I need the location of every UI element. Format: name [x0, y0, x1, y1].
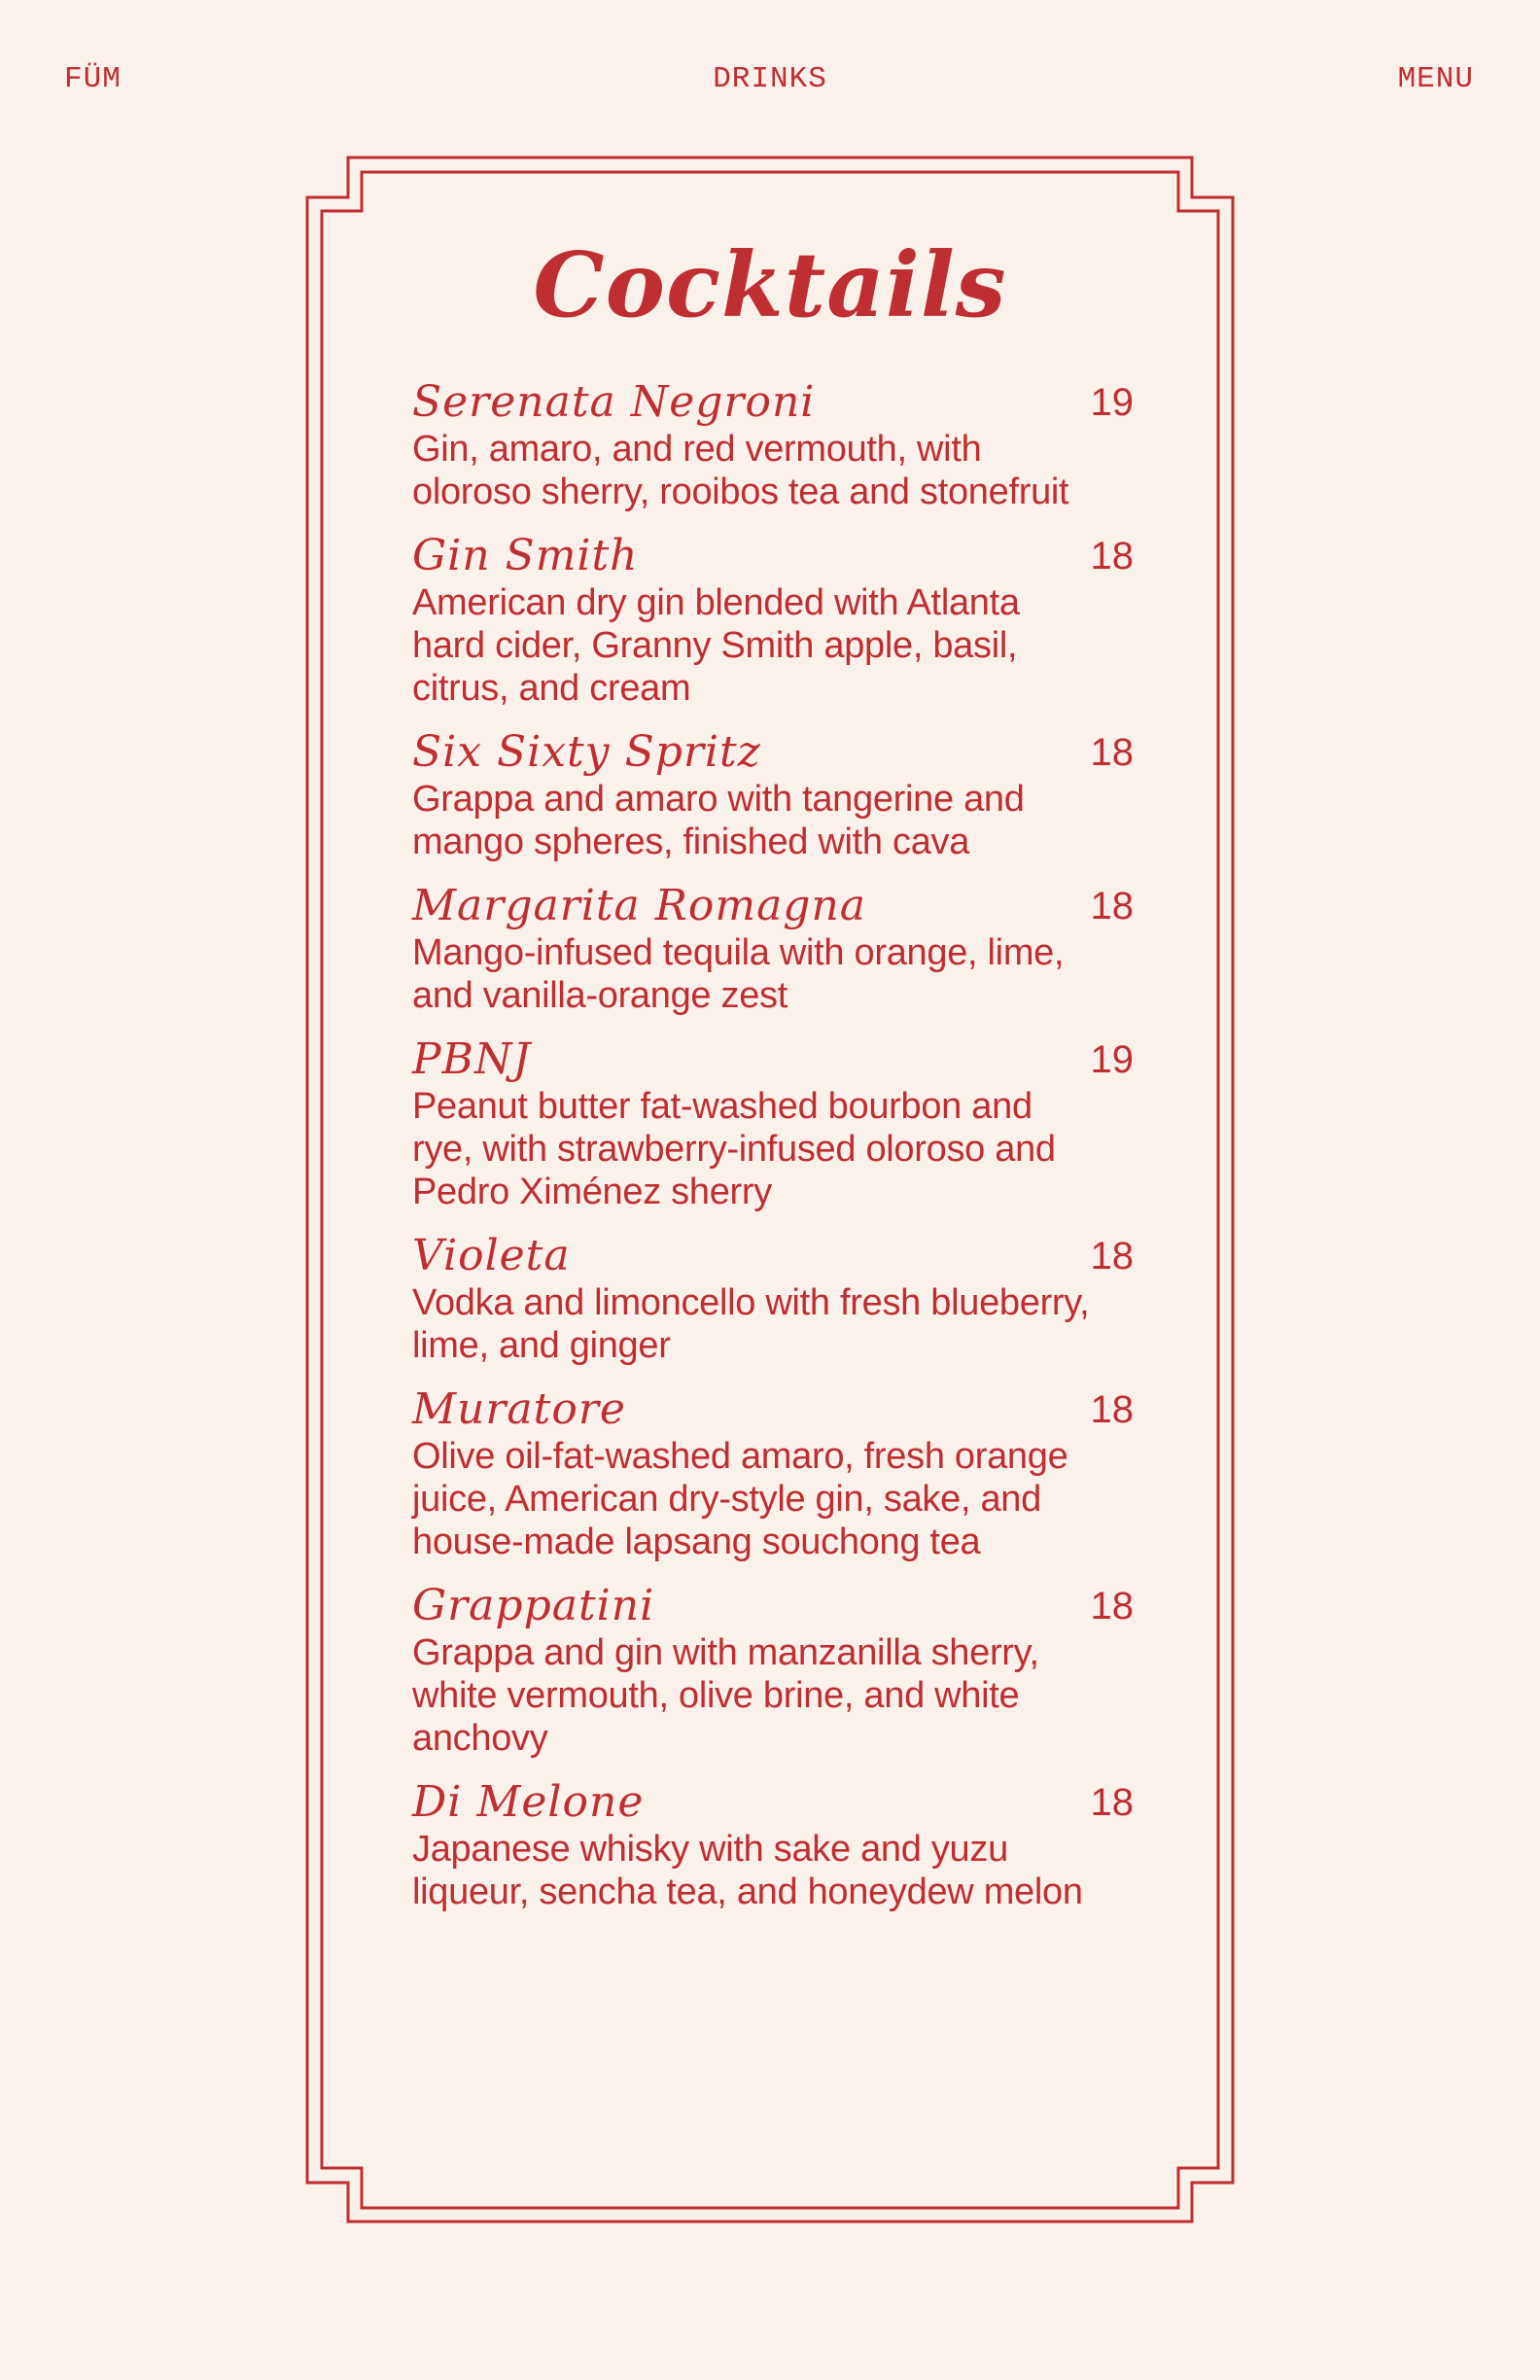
menu-item-price: 19: [1090, 1038, 1134, 1081]
cocktail-list: [412, 377, 1147, 1913]
menu-item: [412, 1777, 1147, 1913]
menu-item-description: Japanese whisky with sake and yuzu liqueur, sencha tea, and honeydew melon: [412, 1829, 1083, 1912]
menu-item-price: 18: [1090, 535, 1134, 578]
menu-item-name: Grappatini: [412, 1581, 655, 1630]
menu-item-price: 18: [1090, 731, 1134, 774]
menu-item: [412, 727, 1147, 863]
menu-item: [412, 881, 1147, 1017]
menu-item-name: Six Sixty Spritz: [412, 727, 761, 777]
menu-item-description: Olive oil-fat-washed amaro, fresh orange juice, American dry-style gin, sake, and house-made lapsang souchong tea: [412, 1436, 1068, 1562]
menu-item: [412, 1034, 1147, 1213]
menu-item-price: 18: [1090, 885, 1134, 928]
menu-item-name: Violeta: [412, 1231, 571, 1280]
drinks-link[interactable]: DRINKS: [713, 62, 827, 96]
menu-item: [412, 1581, 1147, 1760]
menu-item-description: Gin, amaro, and red vermouth, with oloroso sherry, rooibos tea and stonefruit: [412, 429, 1069, 512]
menu-item-price: 18: [1090, 1235, 1134, 1278]
menu-item-description: Grappa and amaro with tangerine and mango spheres, finished with cava: [412, 779, 1025, 862]
menu-item-name: Serenata Negroni: [412, 377, 816, 427]
menu-item-price: 19: [1090, 381, 1134, 424]
menu-item-name: PBNJ: [412, 1034, 532, 1084]
menu-item-description: Mango-infused tequila with orange, lime, and vanilla-orange zest: [412, 932, 1065, 1016]
menu-link[interactable]: MENU: [1397, 62, 1474, 96]
menu-item: [412, 377, 1147, 513]
menu-item-name: Di Melone: [412, 1777, 645, 1827]
menu-item-name: Muratore: [412, 1384, 626, 1434]
menu-item-price: 18: [1090, 1388, 1134, 1431]
brand-link[interactable]: FÜM: [64, 62, 122, 96]
menu-item-name: Gin Smith: [412, 531, 639, 580]
menu-item: [412, 1384, 1147, 1563]
menu-item-description: Vodka and limoncello with fresh blueberry, lime, and ginger: [412, 1282, 1090, 1366]
menu-item-price: 18: [1090, 1781, 1134, 1824]
menu-item: [412, 531, 1147, 710]
menu-item-name: Margarita Romagna: [412, 881, 867, 930]
menu-item-description: Grappa and gin with manzanilla sherry, white vermouth, olive brine, and white anchovy: [412, 1632, 1039, 1759]
menu-item-description: Peanut butter fat-washed bourbon and rye, with strawberry-infused oloroso and Pedro Ximénez sherry: [412, 1086, 1056, 1212]
menu-item-description: American dry gin blended with Atlanta hard cider, Granny Smith apple, basil, citrus, and cream: [412, 582, 1020, 709]
page-title: Cocktails: [533, 232, 1007, 337]
menu-item: [412, 1231, 1147, 1367]
menu-item-price: 18: [1090, 1585, 1134, 1628]
